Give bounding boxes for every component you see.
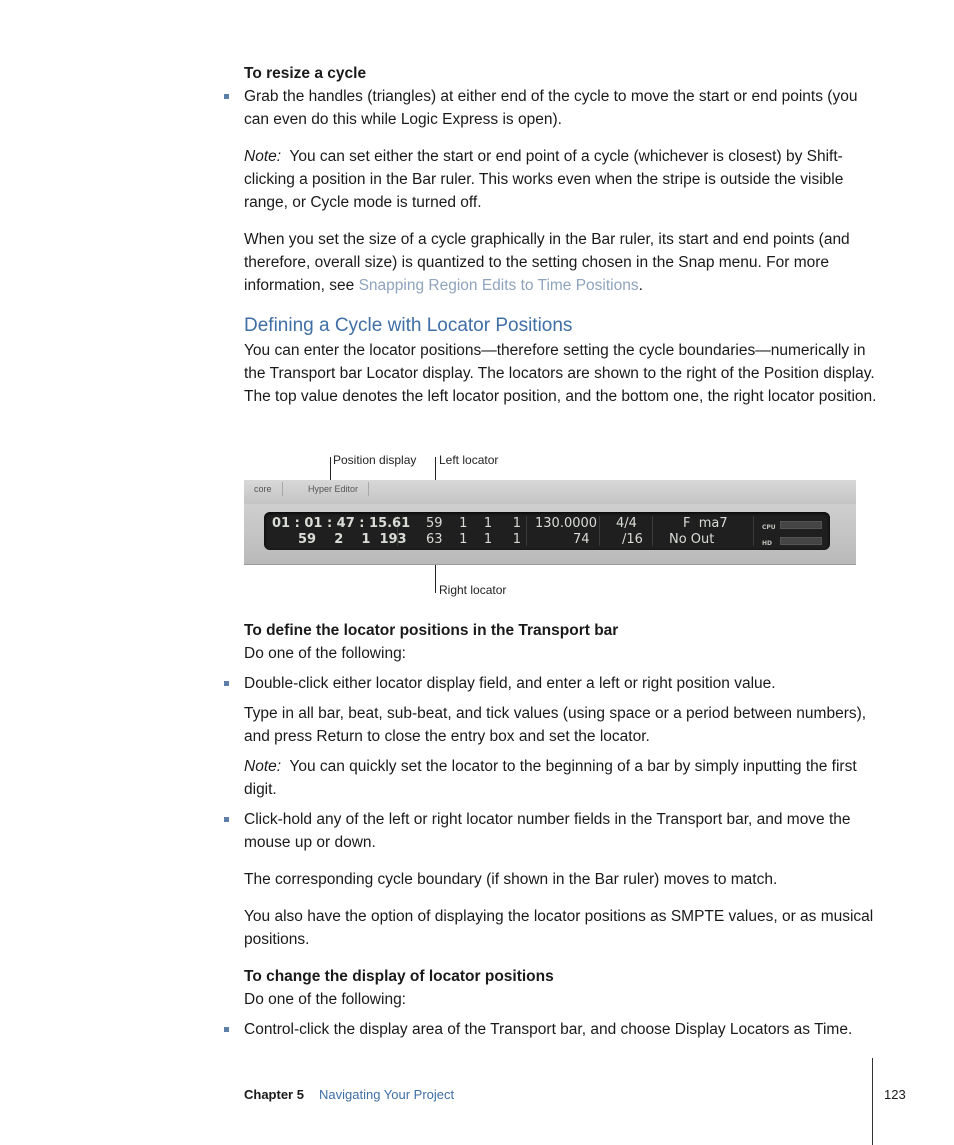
tempo-sub: 74: [573, 532, 590, 547]
callout-position-display: Position display: [333, 453, 417, 467]
change-lead: Do one of the following:: [244, 991, 406, 1008]
define-heading: To define the locator positions in the Transport bar: [244, 622, 619, 639]
define-lead: Do one of the following:: [244, 645, 406, 662]
define-para-3: You also have the option of displaying the locator positions as SMPTE values, or as musical positions.: [244, 908, 874, 948]
cpu-meter: [780, 521, 822, 529]
footer-divider: [872, 1058, 873, 1145]
section-intro: You can enter the locator positions—therefore setting the cycle boundaries—numerically in the Transport bar Locator display. The locators are shown to the right of the Position display. The top value denotes the left locator position, and the bottom one, the right locator position.: [244, 342, 877, 405]
locator-display[interactable]: [398, 516, 527, 546]
signature-display[interactable]: [600, 516, 653, 546]
snap-paragraph-text: When you set the size of a cycle graphically in the Bar ruler, its start and end points (and therefore, overall size) is quantized to the setting chosen in the Snap menu. For more information, see: [244, 231, 850, 294]
bullet-icon: [224, 1027, 229, 1032]
note-text: You can quickly set the locator to the beginning of a bar by simply inputting the first digit.: [244, 758, 857, 798]
resize-heading: To resize a cycle: [244, 65, 367, 82]
callout-left-locator: Left locator: [439, 453, 499, 467]
tab-hyper-editor[interactable]: Hyper Editor: [298, 482, 369, 496]
change-bullet-1: Control-click the display area of the Transport bar, and choose Display Locators as Time.: [244, 1021, 853, 1038]
transport-bar-figure: [244, 445, 856, 605]
bullet-icon: [224, 94, 229, 99]
note-label: Note:: [244, 758, 282, 775]
define-para-1: Type in all bar, beat, sub-beat, and tick values (using space or a period between numbers), and press Return to close the entry box and set the locator.: [244, 705, 867, 745]
position-bars: 59 2 1 193: [298, 532, 407, 547]
hd-label: HD: [762, 540, 773, 547]
tab-score[interactable]: core: [244, 482, 283, 496]
period: .: [638, 277, 643, 294]
section-title: Defining a Cycle with Locator Positions: [244, 315, 573, 336]
note-text: You can set either the start or end point of a cycle (whichever is closest) by Shift-clicking a position in the Bar ruler. This works even when the stripe is outside the visible range, or Cycle mode is turned off.: [244, 148, 844, 211]
time-signature: 4/4: [616, 516, 637, 531]
page-number: 123: [884, 1087, 906, 1102]
define-note: [244, 755, 884, 801]
bullet-icon: [224, 817, 229, 822]
hd-meter: [780, 537, 822, 545]
transport-display[interactable]: [264, 512, 830, 550]
key-display[interactable]: [653, 516, 754, 546]
footer-chapter: Chapter 5: [244, 1087, 304, 1102]
tempo-display[interactable]: [527, 516, 600, 546]
resize-note: [244, 145, 884, 214]
bullet-icon: [224, 681, 229, 686]
key-value: F ma7: [683, 516, 728, 531]
callout-right-locator: Right locator: [439, 583, 507, 597]
right-locator-field[interactable]: 63 1 1 1: [426, 532, 522, 547]
division: /16: [622, 532, 643, 547]
position-display[interactable]: [264, 516, 411, 547]
footer-chapter-title: Navigating Your Project: [319, 1087, 455, 1102]
load-meters: [754, 516, 828, 546]
left-locator-field[interactable]: 59 1 1 1: [426, 516, 522, 531]
define-bullet-2: Click-hold any of the left or right locator number fields in the Transport bar, and move the mouse up or down.: [244, 811, 851, 851]
note-label: Note:: [244, 148, 282, 165]
snapping-link[interactable]: Snapping Region Edits to Time Positions: [358, 277, 639, 294]
position-smpte: 01 : 01 : 47 : 15.61: [272, 516, 411, 531]
resize-bullet: Grab the handles (triangles) at either end of the cycle to move the start or end points (you can even do this while Logic Express is open).: [244, 88, 858, 128]
change-heading: To change the display of locator positions: [244, 968, 554, 985]
cpu-label: CPU: [762, 524, 776, 531]
midi-out: No Out: [669, 532, 715, 547]
snap-paragraph: [244, 228, 884, 297]
tempo-value: 130.0000: [535, 516, 598, 531]
define-bullet-1: Double-click either locator display field, and enter a left or right position value.: [244, 675, 776, 692]
define-para-2: The corresponding cycle boundary (if shown in the Bar ruler) moves to match.: [244, 871, 778, 888]
